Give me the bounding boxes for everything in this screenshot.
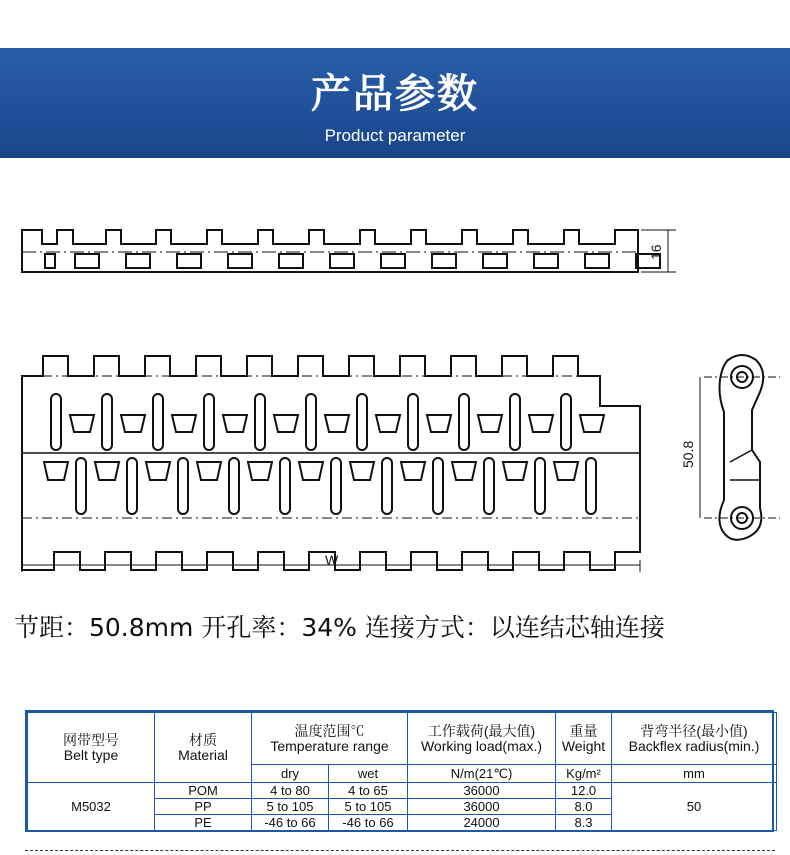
subheader-wet: wet [329,765,408,783]
top-window [325,415,349,432]
profile-slot [45,254,55,268]
cell-dry: 5 to 105 [252,799,329,815]
top-slot [76,458,86,514]
subheader-dry: dry [252,765,329,783]
top-slot [433,458,443,514]
header-material: 材质 Material [155,713,252,783]
top-slot [102,394,112,450]
top-slot [178,458,188,514]
header-banner [0,48,790,158]
profile-slot [126,254,150,268]
top-slot [229,458,239,514]
top-slot [306,394,316,450]
top-window [44,462,68,480]
profile-slot [75,254,99,268]
profile-slot [585,254,609,268]
header-temperature: 温度范围℃ Temperature range [252,713,408,765]
cell-load: 24000 [408,815,556,831]
top-window [70,415,94,432]
top-slot [561,394,571,450]
cell-weight: 12.0 [556,783,612,799]
top-window [580,415,604,432]
cell-dry: -46 to 66 [252,815,329,831]
top-slot [510,394,520,450]
header-load: 工作载荷(最大值) Working load(max.) [408,713,556,765]
profile-slots [45,254,660,268]
page-subtitle: Product parameter [324,126,466,145]
spec-table [27,712,777,831]
top-slots [22,394,640,514]
top-slot [408,394,418,450]
profile-slot [381,254,405,268]
top-slot [204,394,214,450]
subheader-weight-unit: Kg/m² [556,765,612,783]
top-window [529,415,553,432]
cell-wet: 5 to 105 [329,799,408,815]
top-window [197,462,221,480]
cell-belt-type: M5032 [28,783,155,831]
profile-slot [228,254,252,268]
header-weight: 重量 Weight [556,713,612,765]
pitch-dimension: 50.8 [680,440,696,468]
side-profile [22,230,676,272]
top-slot [51,394,61,450]
top-window [223,415,247,432]
end-view [700,355,780,540]
cell-material: PE [155,815,252,831]
top-window [503,462,527,480]
header-belt-type: 网带型号 Belt type [28,713,155,783]
top-window [478,415,502,432]
bottom-divider [25,850,775,851]
profile-slot [330,254,354,268]
cell-load: 36000 [408,783,556,799]
cell-dry: 4 to 80 [252,783,329,799]
top-slot [280,458,290,514]
top-window [248,462,272,480]
cell-wet: 4 to 65 [329,783,408,799]
top-window [95,462,119,480]
spec-summary: 节距：50.8mm 开孔率：34% 连接方式：以连结芯轴连接 [14,613,665,642]
top-view [22,356,640,572]
top-slot [484,458,494,514]
top-window [274,415,298,432]
cell-material: PP [155,799,252,815]
top-window [452,462,476,480]
header-backflex: 背弯半径(最小值) Backflex radius(min.) [612,713,777,765]
cell-weight: 8.0 [556,799,612,815]
top-window [121,415,145,432]
profile-slot [279,254,303,268]
profile-slot [432,254,456,268]
profile-slot [483,254,507,268]
subheader-backflex-unit: mm [612,765,777,783]
profile-slot [177,254,201,268]
top-slot [127,458,137,514]
top-slot [382,458,392,514]
top-window [146,462,170,480]
top-window [299,462,323,480]
table-row [28,783,777,799]
top-slot [331,458,341,514]
cell-material: POM [155,783,252,799]
top-window [401,462,425,480]
cell-load: 36000 [408,799,556,815]
top-window [376,415,400,432]
belt-drawing-svg [0,200,790,600]
profile-slot [534,254,558,268]
page-title: 产品参数 [311,71,479,117]
subheader-load-unit: N/m(21℃) [408,765,556,783]
top-window [350,462,374,480]
top-slot [255,394,265,450]
top-slot [535,458,545,514]
technical-drawing [0,200,790,600]
top-window [427,415,451,432]
parameter-table [25,710,774,832]
top-slot [357,394,367,450]
cell-backflex: 50 [612,783,777,831]
top-slot [153,394,163,450]
top-window [172,415,196,432]
width-dimension: W [325,552,339,568]
cell-wet: -46 to 66 [329,815,408,831]
top-slot [586,458,596,514]
cell-weight: 8.3 [556,815,612,831]
top-slot [459,394,469,450]
top-window [554,462,578,480]
thickness-dimension: 16 [648,244,664,260]
